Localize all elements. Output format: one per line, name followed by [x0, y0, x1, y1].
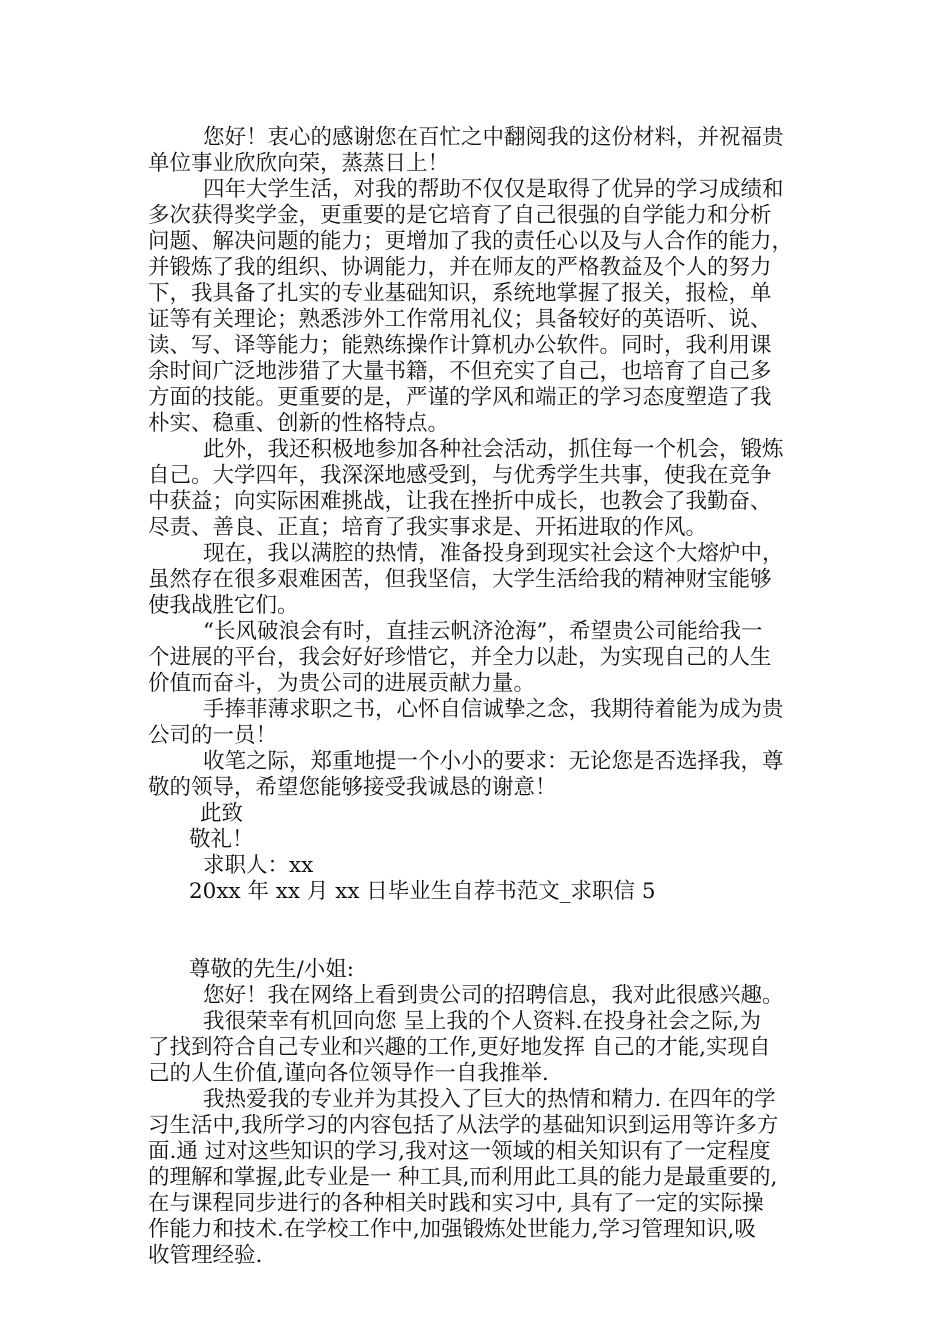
letter1-p6-line1: 手捧菲薄求职之书，心怀自信诚挚之念，我期待着能为成为贵 — [203, 697, 784, 722]
letter2-p3-line1: 我热爱我的专业并为其投入了巨大的热情和精力. 在四年的学 — [203, 1087, 776, 1112]
letter1-p3-line2: 自己。大学四年，我深深地感受到，与优秀学生共事，使我在竞争 — [148, 463, 772, 488]
letter2-p3-line4: 的理解和掌握,此专业是一 种工具,而利用此工具的能力是最重要的, — [148, 1165, 778, 1190]
letter1-p2-line1: 四年大学生活，对我的帮助不仅仅是取得了优异的学习成绩和 — [203, 177, 784, 202]
letter2-p2-line3: 己的人生价值,谨向各位领导作一自我推举. — [148, 1061, 549, 1086]
letter1-p5-line3: 价值而奋斗，为贵公司的进展贡献力量。 — [148, 671, 536, 696]
letter1-p4-line2: 虽然存在很多艰难困苦，但我坚信，大学生活给我的精神财宝能够 — [148, 567, 772, 592]
letter1-p2-line3: 问题、解决问题的能力；更增加了我的责任心以及与人合作的能力， — [148, 229, 794, 254]
letter1-closing-ci-zhi: 此致 — [200, 801, 244, 826]
letter1-signature: 求职人：xx — [203, 853, 314, 878]
letter1-p2-line9: 方面的技能。更重要的是，严谨的学风和端正的学习态度塑造了我 — [148, 385, 772, 410]
letter1-closing-jing-li: 敬礼！ — [189, 827, 254, 852]
letter1-p2-line7: 读、写、译等能力；能熟练操作计算机办公软件。同时，我利用课 — [148, 333, 772, 358]
letter2-p2-line2: 了找到符合自己专业和兴趣的工作,更好地发挥 自己的才能,实现自 — [148, 1035, 771, 1060]
letter1-p7-line2: 敬的领导，希望您能够接受我诚恳的谢意！ — [148, 775, 557, 800]
letter1-date-and-heading: 20xx 年 xx 月 xx 日毕业生自荐书范文_求职信 5 — [189, 879, 656, 904]
letter1-p2-line8: 余时间广泛地涉猎了大量书籍，不但充实了自己，也培育了自己多 — [148, 359, 772, 384]
letter1-p1-line1: 您好！衷心的感谢您在百忙之中翻阅我的这份材料，并祝福贵 — [203, 125, 784, 150]
letter1-p2-line10: 朴实、稳重、创新的性格特点。 — [148, 411, 450, 436]
letter1-p4-line1: 现在，我以满腔的热情，准备投身到现实社会这个大熔炉中， — [203, 541, 784, 566]
letter2-p3-line6: 作能力和技术.在学校工作中,加强锻炼处世能力,学习管理知识,吸 — [148, 1217, 756, 1242]
letter2-p3-line5: 在与课程同步进行的各种相关时践和实习中, 具有了一定的实际操 — [148, 1191, 764, 1216]
letter2-p3-line7: 收管理经验. — [148, 1243, 263, 1268]
letter1-p2-line6: 证等有关理论；熟悉涉外工作常用礼仪；具备较好的英语听、说、 — [148, 307, 772, 332]
letter1-p5-line2: 个进展的平台，我会好好珍惜它，并全力以赴，为实现自己的人生 — [148, 645, 772, 670]
letter1-p3-line1: 此外，我还积极地参加各种社会活动，抓住每一个机会，锻炼 — [203, 437, 784, 462]
letter2-p2-line1: 我很荣幸有机回向您 呈上我的个人资料.在投身社会之际,为 — [203, 1009, 762, 1034]
letter1-p1-line2: 单位事业欣欣向荣，蒸蒸日上！ — [148, 151, 450, 176]
letter1-p3-line4: 尽责、善良、正直；培育了我实事求是、开拓进取的作风。 — [148, 515, 708, 540]
letter1-p3-line3: 中获益；向实际困难挑战，让我在挫折中成长，也教会了我勤奋、 — [148, 489, 772, 514]
letter1-p2-line4: 并锻炼了我的组织、协调能力，并在师友的严格教益及个人的努力 — [148, 255, 772, 280]
letter1-p2-line5: 下，我具备了扎实的专业基础知识，系统地掌握了报关，报检，单 — [148, 281, 772, 306]
letter2-p3-line3: 面.通 过对这些知识的学习,我对这一领域的相关知识有了一定程度 — [148, 1139, 771, 1164]
letter2-p3-line2: 习生活中,我所学习的内容包括了从法学的基础知识到运用等许多方 — [148, 1113, 779, 1138]
letter2-p1-line1: 您好！我在网络上看到贵公司的招聘信息，我对此很感兴趣。 — [203, 983, 784, 1008]
letter1-p6-line2: 公司的一员！ — [148, 723, 278, 748]
letter1-p4-line3: 使我战胜它们。 — [148, 593, 299, 618]
letter1-p2-line2: 多次获得奖学金，更重要的是它培育了自己很强的自学能力和分析 — [148, 203, 772, 228]
letter2-salutation: 尊敬的先生/小姐: — [189, 957, 354, 982]
letter1-p5-line1: “长风破浪会有时，直挂云帆济沧海”，希望贵公司能给我一 — [203, 619, 763, 644]
letter1-p7-line1: 收笔之际，郑重地提一个小小的要求：无论您是否选择我，尊 — [203, 749, 784, 774]
